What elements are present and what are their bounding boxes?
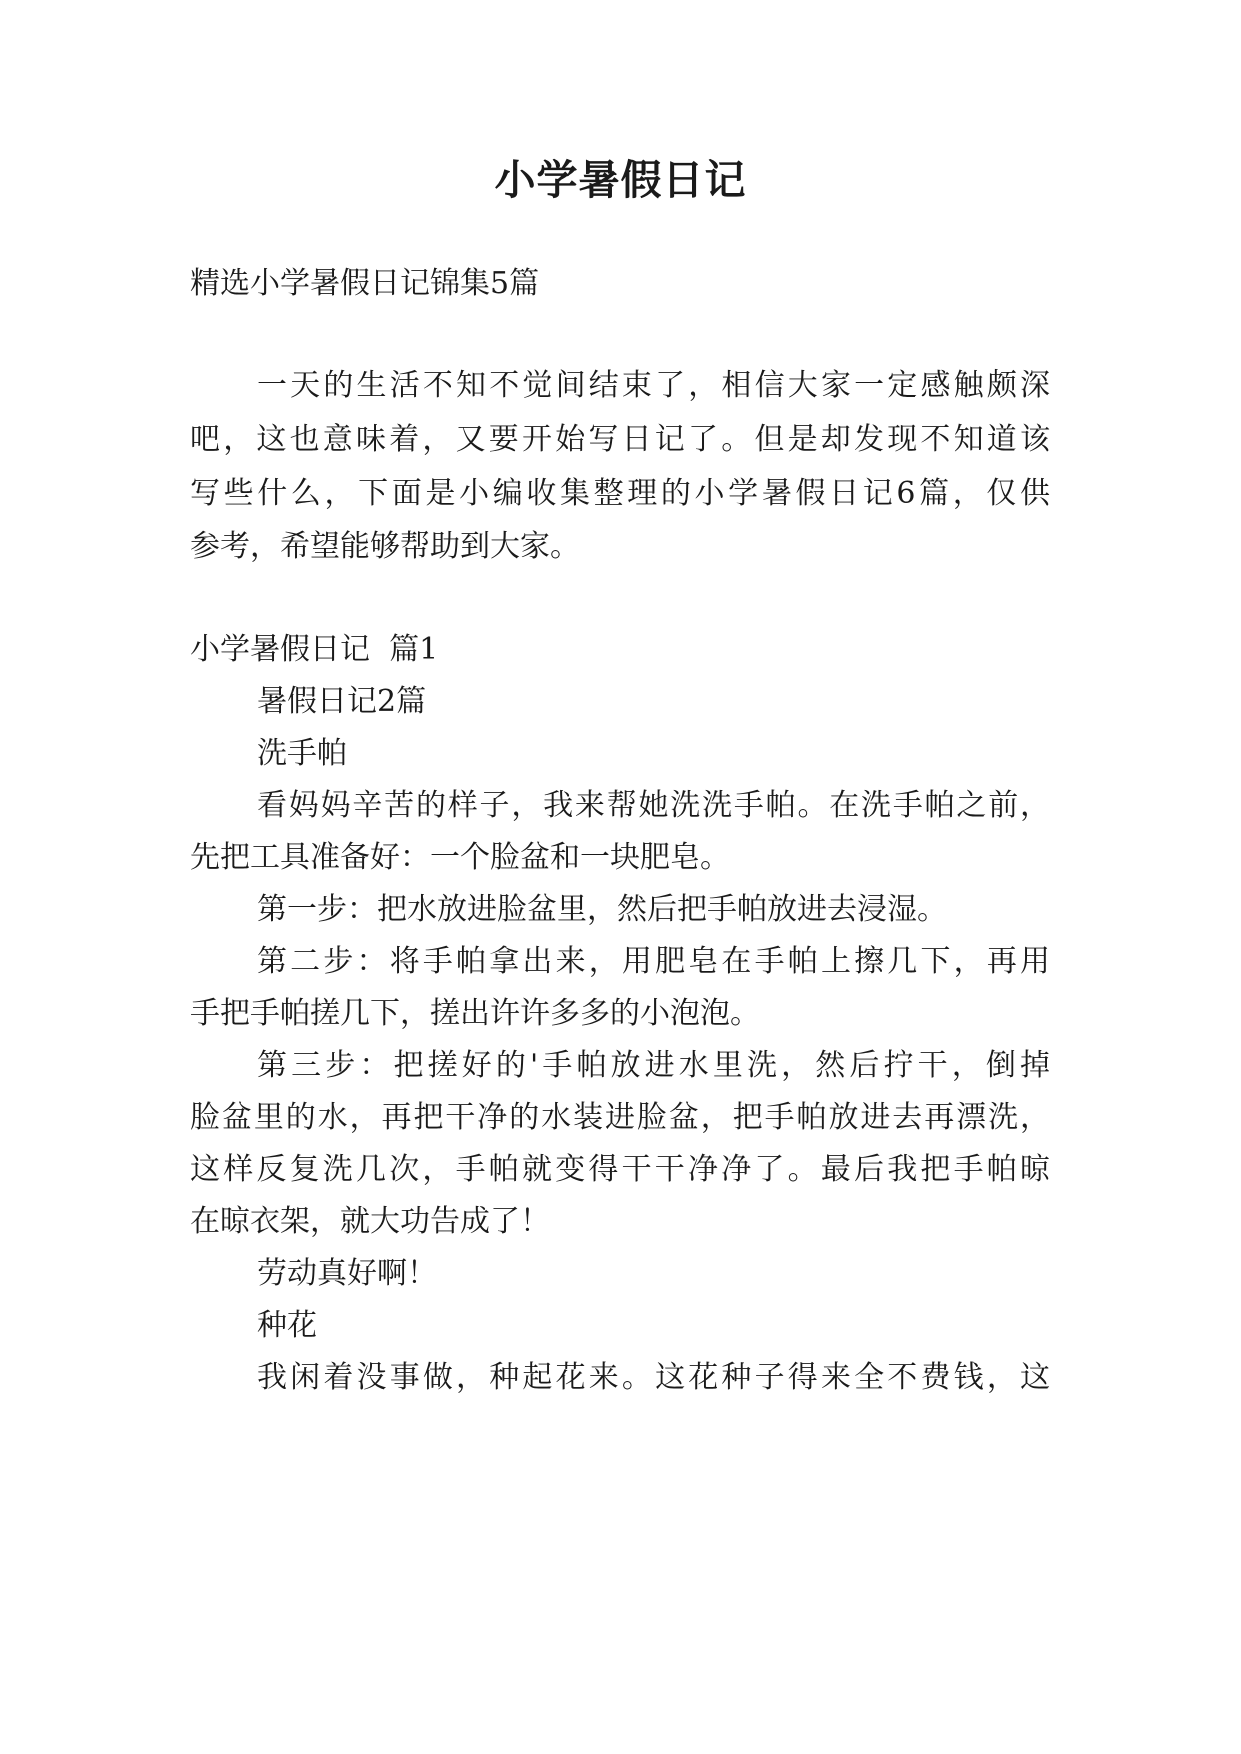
body-line: 看妈妈辛苦的样子，我来帮她洗洗手帕。在洗手帕之前， bbox=[257, 788, 1050, 823]
body-line: 种花 bbox=[257, 1308, 317, 1343]
body-line: 洗手帕 bbox=[257, 736, 347, 771]
body-line: 先把工具准备好：一个脸盆和一块肥皂。 bbox=[190, 840, 730, 875]
section-heading: 小学暑假日记 篇1 bbox=[190, 632, 439, 667]
intro-paragraph-line: 参考，希望能够帮助到大家。 bbox=[190, 529, 580, 564]
body-line: 我闲着没事做，种起花来。这花种子得来全不费钱，这 bbox=[257, 1360, 1050, 1395]
intro-paragraph-line: 一天的生活不知不觉间结束了，相信大家一定感触颇深 bbox=[257, 368, 1050, 403]
body-line: 第二步：将手帕拿出来，用肥皂在手帕上擦几下，再用 bbox=[257, 944, 1050, 979]
intro-paragraph-line: 吧，这也意味着，又要开始写日记了。但是却发现不知道该 bbox=[190, 422, 1050, 457]
body-line: 在晾衣架，就大功告成了！ bbox=[190, 1204, 550, 1239]
body-line: 劳动真好啊！ bbox=[257, 1256, 437, 1291]
intro-paragraph-line: 写些什么，下面是小编收集整理的小学暑假日记6篇，仅供 bbox=[190, 476, 1050, 511]
body-line: 第一步：把水放进脸盆里，然后把手帕放进去浸湿。 bbox=[257, 892, 947, 927]
body-line: 手把手帕搓几下，搓出许许多多的小泡泡。 bbox=[190, 996, 760, 1031]
document-subtitle: 精选小学暑假日记锦集5篇 bbox=[190, 266, 540, 301]
body-line: 这样反复洗几次，手帕就变得干干净净了。最后我把手帕晾 bbox=[190, 1152, 1050, 1187]
body-line: 暑假日记2篇 bbox=[257, 684, 427, 719]
document-title: 小学暑假日记 bbox=[494, 156, 747, 204]
body-line: 第三步：把搓好的'手帕放进水里洗，然后拧干，倒掉 bbox=[257, 1048, 1050, 1083]
body-line: 脸盆里的水，再把干净的水装进脸盆，把手帕放进去再漂洗， bbox=[190, 1100, 1050, 1135]
